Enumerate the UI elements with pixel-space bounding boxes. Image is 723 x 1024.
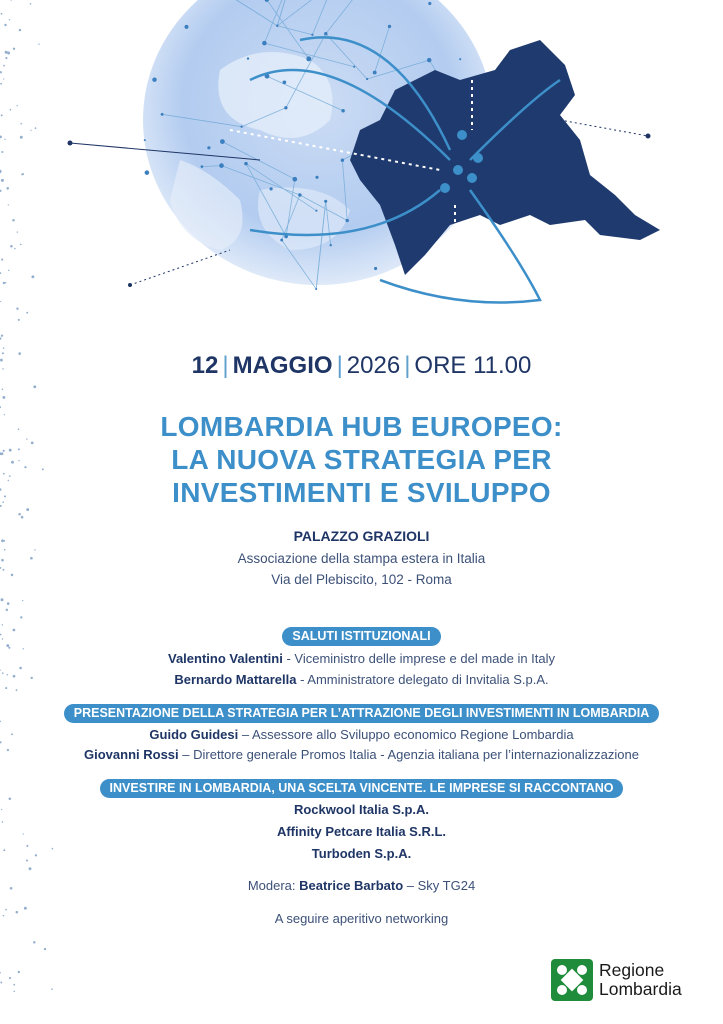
moderator-affiliation: – Sky TG24 <box>403 878 476 893</box>
logo-line-2: Lombardia <box>599 979 682 999</box>
section-companies-header <box>0 779 723 798</box>
title-line-2: LA NUOVA STRATEGIA PER <box>171 444 552 475</box>
closing-note: A seguire aperitivo networking <box>274 911 449 926</box>
event-month: MAGGIO <box>232 352 333 379</box>
regione-lombardia-logo-icon <box>551 959 593 1001</box>
globe-lombardia-illustration <box>0 0 723 345</box>
company-item: Rockwool Italia S.p.A. <box>293 802 430 817</box>
event-day: 12 <box>191 352 219 379</box>
title-line-1: LOMBARDIA HUB EUROPEO: <box>160 411 563 442</box>
moderator-name: Beatrice Barbato <box>299 878 404 893</box>
event-title <box>0 410 723 509</box>
speaker-role: – Direttore generale Promos Italia - Agenzia italiana per l’internazionalizzazione <box>178 747 639 762</box>
title-line-3: INVESTIMENTI E SVILUPPO <box>172 477 551 508</box>
section-label: PRESENTAZIONE DELLA STRATEGIA PER L’ATTRAZIONE DEGLI INVESTIMENTI IN LOMBARDIA <box>64 704 659 723</box>
venue-address: Via del Plebiscito, 102 - Roma <box>271 572 452 587</box>
section-label: INVESTIRE IN LOMBARDIA, UNA SCELTA VINCENTE. LE IMPRESE SI RACCONTANO <box>100 779 624 798</box>
event-year: 2026 <box>346 352 401 379</box>
speaker-row <box>0 670 723 689</box>
section-label: SALUTI ISTITUZIONALI <box>282 627 440 646</box>
logo-text <box>599 961 682 999</box>
speaker-role: - Amministratore delegato di Invitalia S.p.A. <box>296 672 549 687</box>
speaker-name: Valentino Valentini <box>167 651 283 666</box>
moderator-prefix: Modera: <box>247 878 300 893</box>
speaker-row <box>0 745 723 764</box>
speaker-name: Bernardo Mattarella <box>174 672 297 687</box>
speaker-name: Giovanni Rossi <box>84 747 179 762</box>
speaker-name: Guido Guidesi <box>149 727 239 742</box>
venue-name: PALAZZO GRAZIOLI <box>293 528 430 544</box>
speaker-role: - Viceministro delle imprese e del made in Italy <box>282 651 556 666</box>
company-item: Affinity Petcare Italia S.R.L. <box>276 824 447 839</box>
section-strategy-header <box>0 704 723 723</box>
event-date: 12 | MAGGIO | 2026 | ORE 11.00 <box>191 352 532 379</box>
moderator <box>0 876 723 895</box>
speaker-row <box>0 649 723 668</box>
event-time: ORE 11.00 <box>414 352 532 379</box>
logo-line-1: Regione <box>599 960 665 980</box>
section-greetings-header <box>0 627 723 646</box>
company-item: Turboden S.p.A. <box>311 846 412 861</box>
regione-lombardia-logo <box>551 957 701 1003</box>
speaker-role: – Assessore allo Sviluppo economico Regione Lombardia <box>238 727 574 742</box>
venue-org: Associazione della stampa estera in Italia <box>237 551 486 566</box>
speaker-row <box>0 725 723 744</box>
